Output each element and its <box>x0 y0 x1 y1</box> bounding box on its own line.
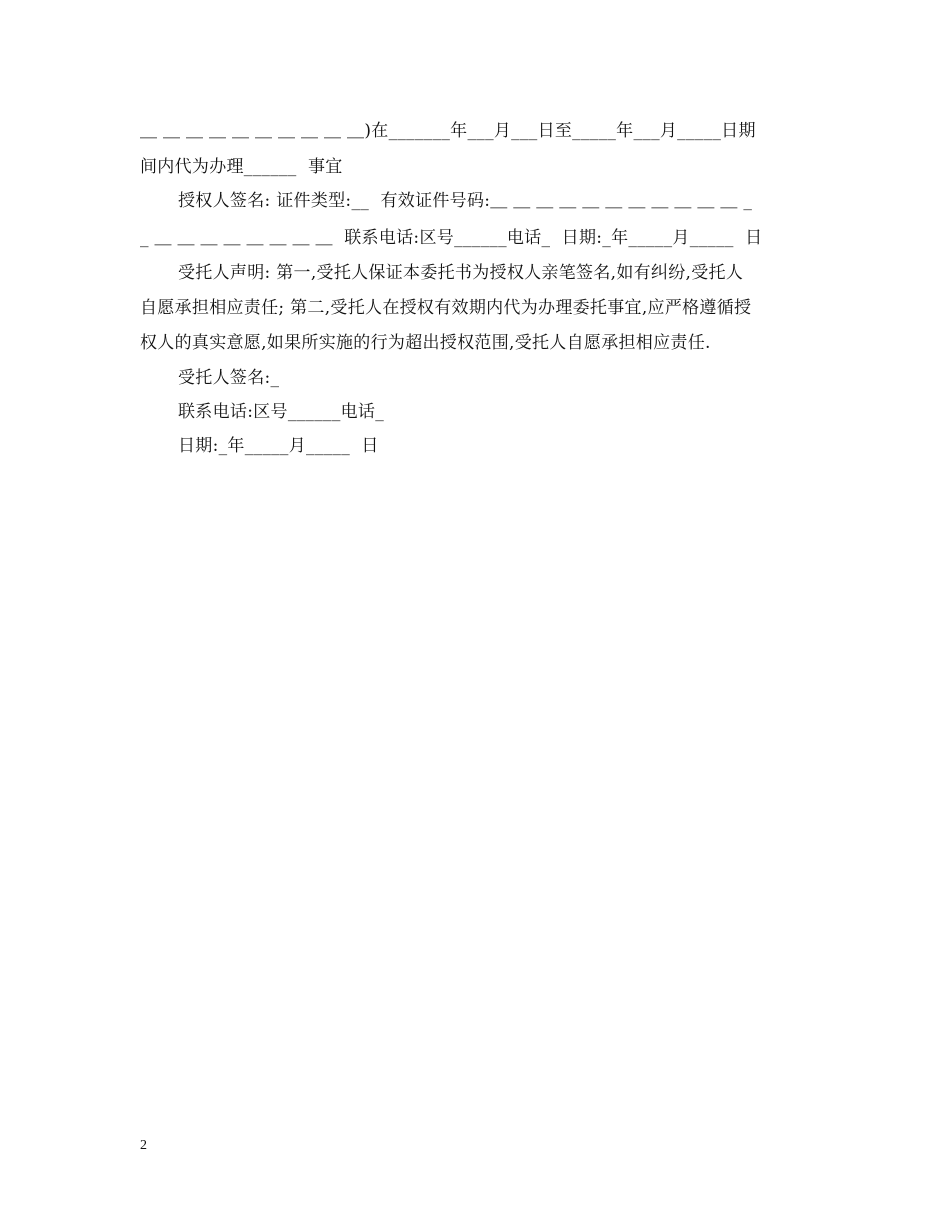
page-number: 2 <box>140 1138 147 1153</box>
agent-date-line: 日期:_年_____月_____ 日 <box>178 436 379 456</box>
agent-signature-line: 受托人签名:_ <box>178 368 280 388</box>
agent-contact-line: 联系电话:区号______电话_ <box>178 402 385 422</box>
authorization-period-line: ＿ ＿ ＿ ＿ ＿ ＿ ＿ ＿ ＿ ＿)在_______年___月___日至_____年___月_____日期 <box>140 121 756 141</box>
authorization-matter-line: 间内代为办理______ 事宜 <box>140 157 343 177</box>
agent-statement-line-3: 权人的真实意愿,如果所实施的行为超出授权范围,受托人自愿承担相应责任. <box>140 333 711 353</box>
agent-statement-line-2: 自愿承担相应责任; 第二,受托人在授权有效期内代为办理委托事宜,应严格遵循授 <box>140 298 752 318</box>
grantor-contact-line: _ ＿ ＿ ＿ ＿ ＿ ＿ ＿ ＿ 联系电话:区号______电话_ 日期:_年_____月_____ 日 <box>140 228 763 248</box>
agent-statement-line-1: 受托人声明: 第一,受托人保证本委托书为授权人亲笔签名,如有纠纷,受托人 <box>178 263 744 283</box>
grantor-signature-line: 授权人签名: 证件类型:__ 有效证件号码:＿ ＿ ＿ ＿ ＿ ＿ ＿ ＿ ＿ ＿ ＿ _ <box>178 191 753 211</box>
